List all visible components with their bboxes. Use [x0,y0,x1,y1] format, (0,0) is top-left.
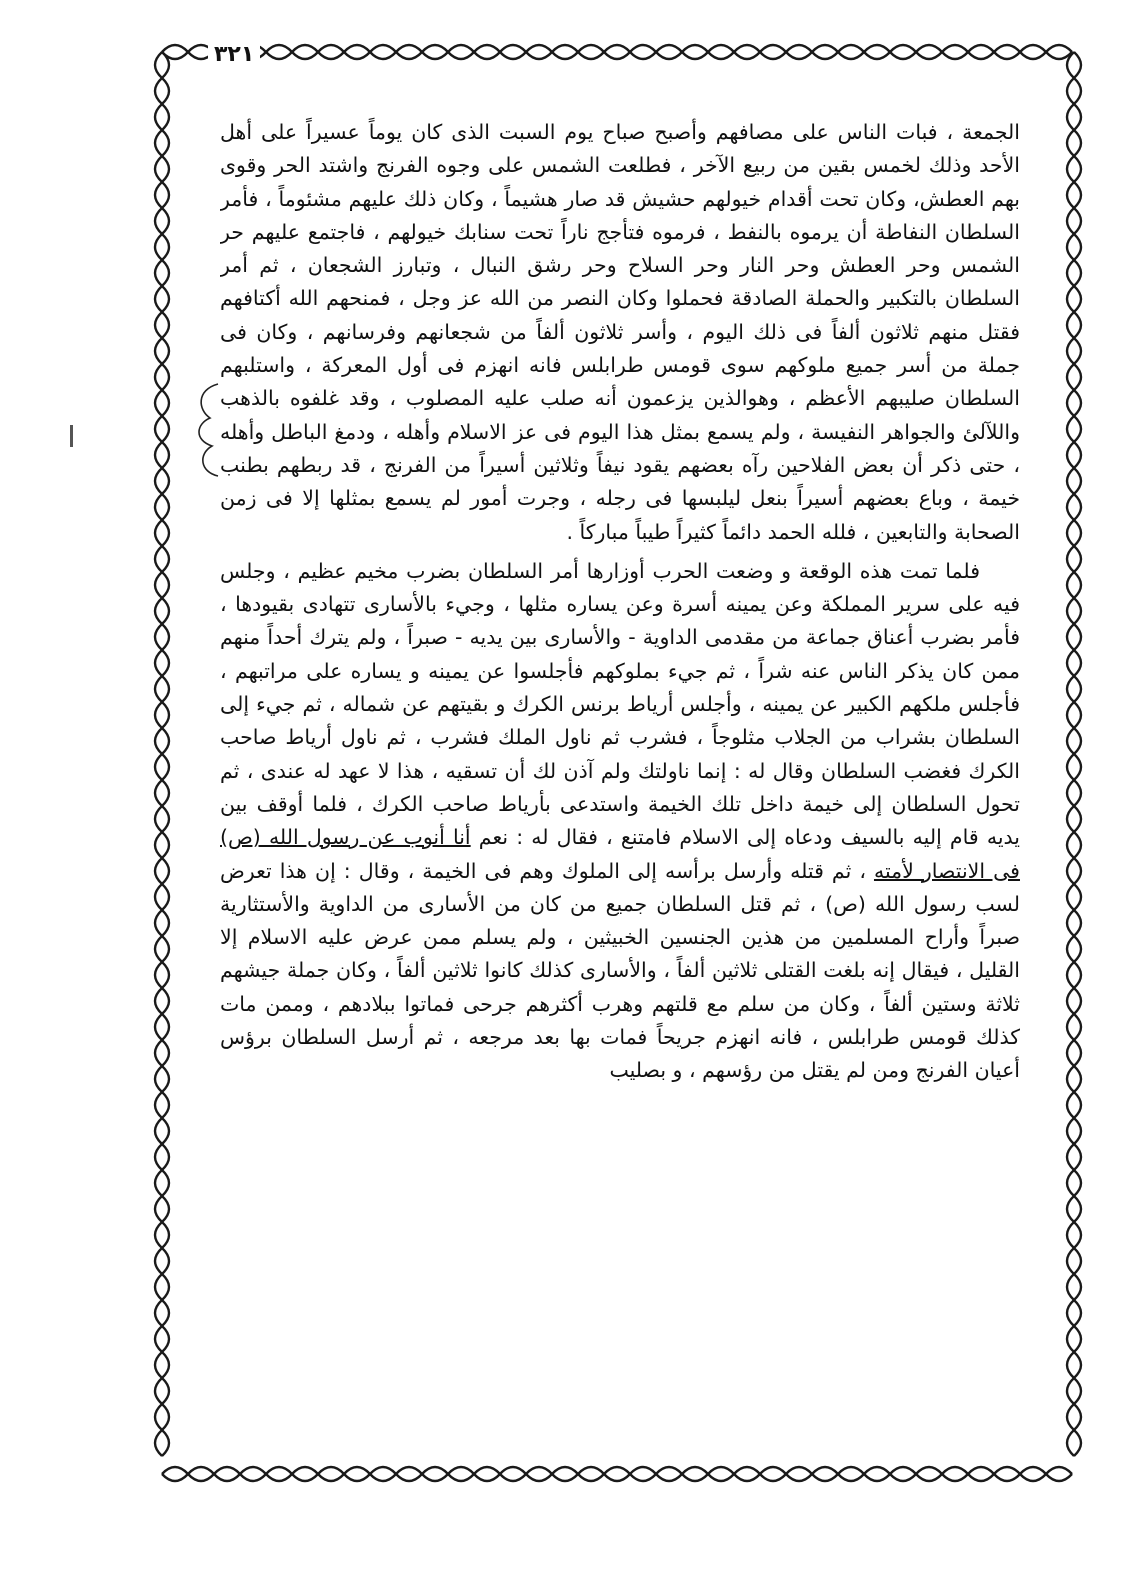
paragraph-2-rest: ، ثم قتله وأرسل برأسه إلى الملوك وهم فى الخيمة ، وقال : إن هذا تعرض لسب رسول الله (ص) ، ثم قتل السلطان جميع من كان من الأسارى من الداوية والأستثارية صبراً وأراح المسلمين من هذين الجنسين الخبيثين ، ولم يسلم ممن عرض عليه الاسلام إلا القليل ، فيقال إنه بلغت القتلى ثلاثين ألفاً ، والأسارى كذلك كانوا ثلاثين ألفاً ، وكان جملة جيشهم ثلاثة وستين ألفاً ، وكان من سلم مع قلتهم وهرب أكثرهم جرحى فماتوا ببلادهم ، وممن مات كذلك قومس طرابلس ، فانه انهزم جريحاً فمات بها بعد مرجعه ، ثم أرسل السلطان برؤس أعيان الفرنج ومن لم يقتل من رؤسهم ، و بصليب [220,858,1020,1083]
paragraph-2-lead: فلما تمت هذه الوقعة و وضعت الحرب أوزارها أمر السلطان بضرب مخيم عظيم ، وجلس فيه على سرير المملكة وعن يمينه أسرة وعن يساره مثلها ، وجيء بالأسارى تتهادى بقيودها ، فأمر بضرب أعناق جماعة من مقدمى الداوية - والأسارى بين يديه - صبراً ، ولم يترك أحداً منهم ممن كان يذكر الناس عنه شراً ، ثم جيء بملوكهم فأجلسوا عن يمينه و يساره على مراتبهم ، فأجلس ملكهم الكبير عن يمينه ، وأجلس أرياط برنس الكرك و بقيتهم عن شماله ، ثم جيء إلى السلطان بشراب من الجلاب مثلوجاً ، فشرب ثم ناول الملك فشرب ، ثم ناول أرياط صاحب الكرك فغضب السلطان وقال له : إنما ناولتك ولم آذن لك أن تسقيه ، هذا لا عهد له عندى ، ثم تحول السلطان إلى خيمة داخل تلك الخيمة واستدعى بأرياط صاحب الكرك ، فلما أوقف بين يديه قام إليه بالسيف ودعاه إلى الاسلام فامتنع ، فقال له : نعم [220,558,1020,850]
margin-tick-mark [70,425,73,447]
underlined-phrase: أنا أنوب عن رسول الله (ص) فى الانتصار لأمته [220,825,1020,883]
paragraph-1: الجمعة ، فبات الناس على مصافهم وأصبح صباح يوم السبت الذى كان يوماً عسيراً على أهل الأحد وذلك لخمس بقين من ربيع الآخر ، فطلعت الشمس على وجوه الفرنج واشتد الحر وقوى بهم العطش، وكان تحت أقدام خيولهم حشيش قد صار هشيماً ، وكان ذلك عليهم مشئوماً ، فأمر السلطان النفاطة أن يرموه بالنفط ، فرموه فتأجج ناراً تحت سنابك خيولهم ، فاجتمع عليهم حر الشمس وحر العطش وحر النار وحر السلاح وحر رشق النبال ، وتبارز الشجعان ، ثم أمر السلطان بالتكبير والحملة الصادقة فحملوا وكان النصر من الله عز وجل ، فمنحهم الله أكتافهم فقتل منهم ثلاثون ألفاً فى ذلك اليوم ، وأسر ثلاثون ألفاً من شجعانهم وفرسانهم ، وكان فى جملة من أسر جميع ملوكهم سوى قومس طرابلس فانه انهزم فى أول المعركة ، واستلبهم السلطان صليبهم الأعظم ، وهوالذين يزعمون أنه صلب عليه المصلوب ، وقد غلفوه بالذهب واللآلئ والجواهر النفيسة ، ولم يسمع بمثل هذا اليوم فى عز الاسلام وأهله ، ودمغ الباطل وأهله ، حتى ذكر أن بعض الفلاحين رآه بعضهم يقود نيفاً وثلاثين أسيراً من الفرنج ، قد ربطهم بطنب خيمة ، وباع بعضهم أسيراً بنعل ليلبسها فى رجله ، وجرت أمور لم يسمع بمثلها إلا فى زمن الصحابة والتابعين ، فلله الحمد دائماً كثيراً طيباً مباركاً . [220,120,1020,544]
page-number: ٣٢١ [208,42,260,67]
paragraph-2 [220,555,1020,1088]
margin-bracket-annotation [188,380,222,480]
main-text-block [220,116,1020,1446]
